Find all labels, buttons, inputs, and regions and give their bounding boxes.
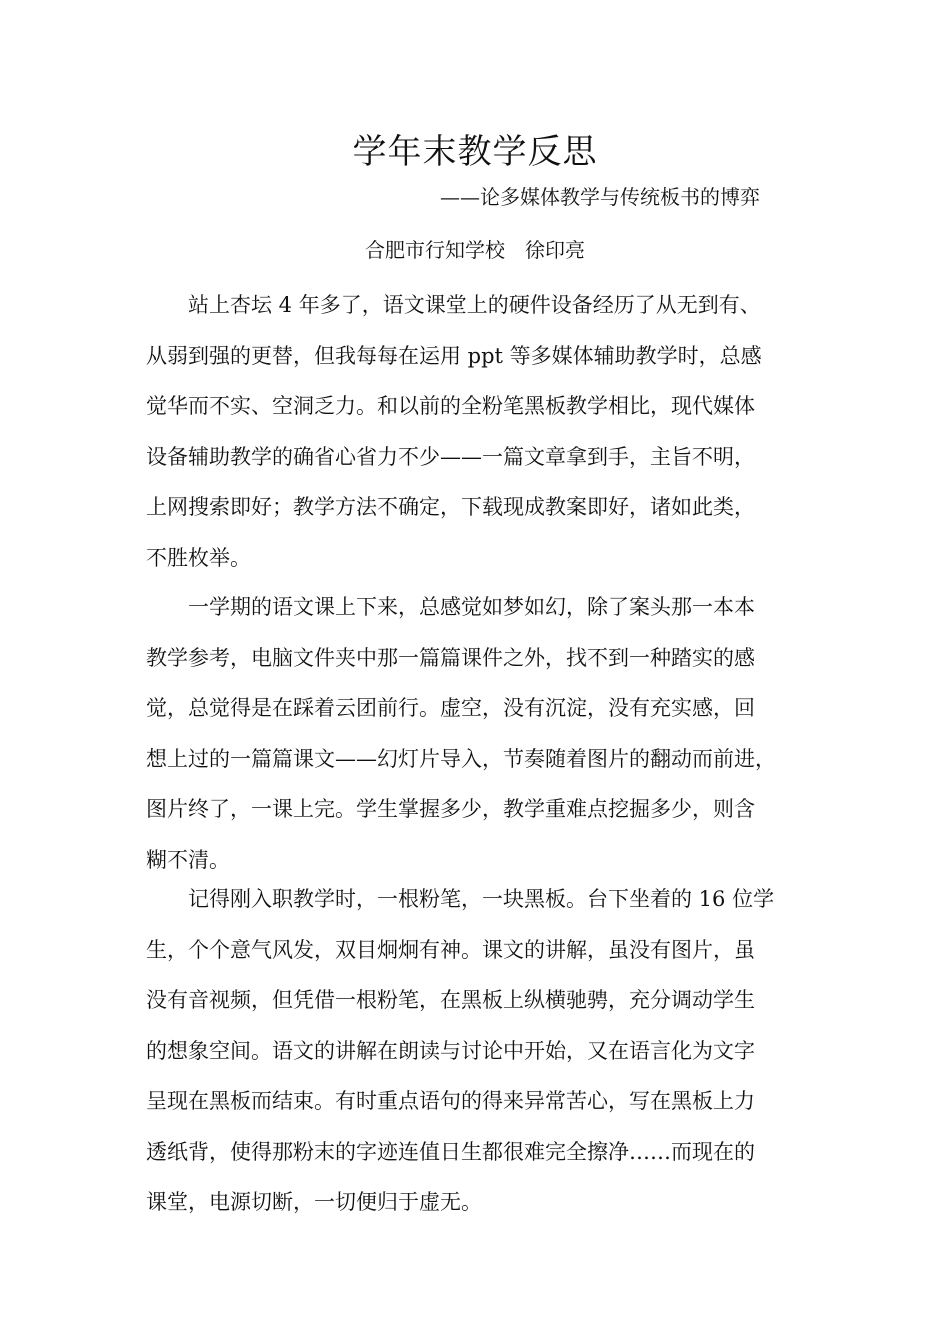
text-line: 的想象空间。语文的讲解在朗读与讨论中开始，又在语言化为文字 [146, 1038, 755, 1063]
text-line: 设备辅助教学的确省心省力不少——一篇文章拿到手，主旨不明， [146, 444, 755, 469]
text-line: 呈现在黑板而结束。有时重点语句的得来异常苦心，写在黑板上力 [146, 1089, 755, 1113]
text-line: 站上杏坛 4 年多了，语文课堂上的硬件设备经历了从无到有、 [188, 293, 761, 317]
text-line: 没有音视频，但凭借一根粉笔，在黑板上纵横驰骋，充分调动学生 [146, 988, 755, 1012]
text-line: 课堂，电源切断，一切便归于虚无。 [146, 1190, 482, 1214]
text-line: 从弱到强的更替，但我每每在运用 ppt 等多媒体辅助教学时，总感 [146, 343, 762, 368]
text-line: 觉华而不实、空洞乏力。和以前的全粉笔黑板教学相比，现代媒体 [146, 394, 755, 418]
document-title: 学年末教学反思 [352, 132, 598, 172]
document-subtitle: ——论多媒体教学与传统板书的博弈 [440, 185, 760, 209]
text-line: 觉，总觉得是在踩着云团前行。虚空，没有沉淀，没有充实感，回 [146, 696, 755, 720]
text-line: 记得刚入职教学时，一根粉笔，一块黑板。台下坐着的 16 位学 [188, 887, 775, 911]
text-line: 透纸背，使得那粉末的字迹连值日生都很难完全擦净……而现在的 [146, 1139, 755, 1164]
text-line: 生，个个意气风发，双目炯炯有神。课文的讲解，虽没有图片，虽 [146, 937, 755, 962]
author-line: 合肥市行知学校 徐印亮 [365, 238, 585, 262]
text-line: 图片终了，一课上完。学生掌握多少，教学重难点挖掘多少，则含 [146, 797, 755, 821]
text-line: 一学期的语文课上下来，总感觉如梦如幻，除了案头那一本本 [188, 595, 755, 619]
text-line: 上网搜索即好；教学方法不确定，下载现成教案即好，诸如此类， [146, 495, 755, 519]
text-line: 教学参考，电脑文件夹中那一篇篇课件之外，找不到一种踏实的感 [146, 645, 755, 670]
paragraph [146, 874, 774, 1228]
text-line: 不胜枚举。 [146, 545, 251, 570]
paragraph [146, 582, 776, 885]
paragraph [146, 280, 762, 583]
text-line: 糊不清。 [146, 847, 230, 872]
text-line: 想上过的一篇篇课文——幻灯片导入，节奏随着图片的翻动而前进， [146, 746, 776, 771]
